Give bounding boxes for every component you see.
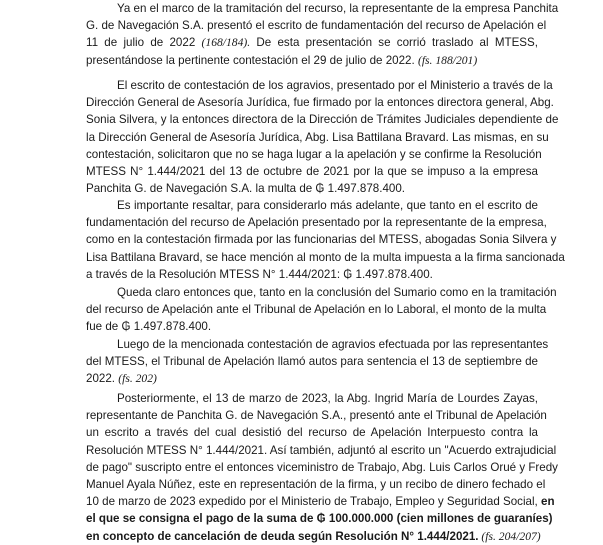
text-line [86,318,538,335]
folio-reference: (fs. 202) [118,372,157,386]
text-line [86,77,553,94]
text-run: Resolución MTESS N° 1.444/2021. Así también, adjuntó al escrito un "Acuerdo extrajudicial [86,443,557,457]
text-run: del recurso de Apelación ante el Tribunal de Apelación en lo Laboral, el monto de la multa [86,303,547,317]
text-line [86,459,558,476]
folio-reference: (fs. 204/207) [478,529,541,543]
text-line [86,493,555,510]
text-line [86,266,538,283]
text-run: Sonia Silvera, y la entonces directora de la Dirección de Trámites Judiciales dependiente de [86,113,559,127]
text-line [86,34,538,51]
text-line [86,52,538,69]
text-run: fue de ₲ 1.497.878.400. [86,320,212,334]
text-line [86,301,547,318]
text-run: a través de la Resolución MTESS N° 1.444/2021: ₲ 1.497.878.400. [86,267,433,281]
text-run: como en la contestación firmada por las funcionarias del MTESS, abogadas Sonia Silvera y [86,233,557,247]
folio-reference: (168/184). [201,36,251,50]
text-run: la Dirección General de Asesoría Jurídica, Abg. Lisa Battilana Bravard. Las mismas, en su [86,130,549,144]
text-line [86,390,538,407]
text-line [86,17,547,34]
text-run: MTESS N° 1.444/2021 del 13 de octubre de 2021 por la que se impuso a la empresa [86,164,538,178]
text-run: Luego de la mencionada contestación de agravios efectuada por las representantes [117,338,549,351]
text-run: un escrito a través del cual desistió del recurso de Apelación Interpuesto contra la [86,426,538,440]
text-run: del MTESS, el Tribunal de Apelación llamó autos para sentencia el 13 de septiembre de [86,355,538,369]
text-line [86,476,546,493]
text-run: Ya en el marco de la tramitación del recurso, la representante de la empresa Panchita [117,2,559,15]
text-line [86,180,538,197]
text-run: Lisa Battilana Bravard, se hace mención al monto de la multa impuesta a la firma sancionada [86,250,565,264]
text-run: Dirección General de Asesoría Jurídica, fue firmado por la entonces directora general, Abg. [86,96,554,110]
text-line [86,284,557,301]
text-run: en concepto de cancelación de deuda según Resolución N° 1.444/2021. [86,529,479,543]
text-run: G. de Navegación S.A. presentó el escrito de fundamentación del recurso de Apelación el [86,19,547,33]
paragraph-withdrawal [86,390,558,545]
paragraph-appeal-filing [86,0,559,69]
text-line [86,111,559,128]
text-run: De esta presentación se corrió traslado al MTESS, [250,36,538,50]
text-line [86,197,538,214]
text-line [86,442,557,459]
text-line [86,528,541,545]
text-run: Panchita G. de Navegación S.A. la multa de ₲ 1.497.878.400. [86,182,406,196]
text-run: en [541,495,555,509]
text-run: Posteriormente, el 13 de marzo de 2023, la Abg. Ingrid María de Lourdes Zayas, [117,392,538,405]
text-run: presentándose la pertinente contestación el 29 de julio de 2022. [86,53,418,67]
text-run: fundamentación del recurso de Apelación presentado por la representante de la empresa, [86,216,547,230]
paragraph-tribunal-call [86,336,549,388]
text-line [86,336,549,353]
text-run: representante de Panchita G. de Navegación S.A., presentó ante el Tribunal de Apelación [86,409,547,423]
text-line [86,163,538,180]
paragraph-conclusion [86,284,557,336]
text-line [86,231,557,248]
paragraph-fine-amount-note [86,197,565,283]
text-run: 2022. [86,372,119,386]
text-line [86,353,538,370]
text-run: Es importante resaltar, para considerarlo más adelante, que tanto en el escrito de [117,199,538,212]
text-line [86,424,538,441]
folio-reference: (fs. 188/201) [417,53,478,67]
text-line [86,249,565,266]
text-line [86,0,559,17]
text-run: El escrito de contestación de los agravios, presentado por el Ministerio a través de la [117,79,553,92]
text-run: Manuel Ayala Núñez, este en representación de la firma, y un recibo de dinero fechado el [86,477,546,491]
text-line [86,370,538,387]
text-line [86,129,549,146]
text-line [86,146,542,163]
text-line [86,214,547,231]
text-line [86,510,553,527]
text-run: el que se consigna el pago de la suma de ₲ 100.000.000 (cien millones de guaraníes) [86,512,553,526]
text-line [86,407,547,424]
text-run: contestación, solicitaron que no se haga lugar a la apelación y se confirme la Resolución [86,147,542,161]
text-run: de pago" suscripto entre el entonces viceministro de Trabajo, Abg. Luis Carlos Orué y Fredy [86,460,558,474]
text-run: 11 de julio de 2022 [86,36,202,50]
text-line [86,94,554,111]
text-run: 10 de marzo de 2023 expedido por el Ministerio de Trabajo, Empleo y Seguridad Social, [86,495,542,509]
paragraph-ministry-response [86,77,559,197]
text-run: Queda claro entonces que, tanto en la conclusión del Sumario como en la tramitación [117,286,557,299]
